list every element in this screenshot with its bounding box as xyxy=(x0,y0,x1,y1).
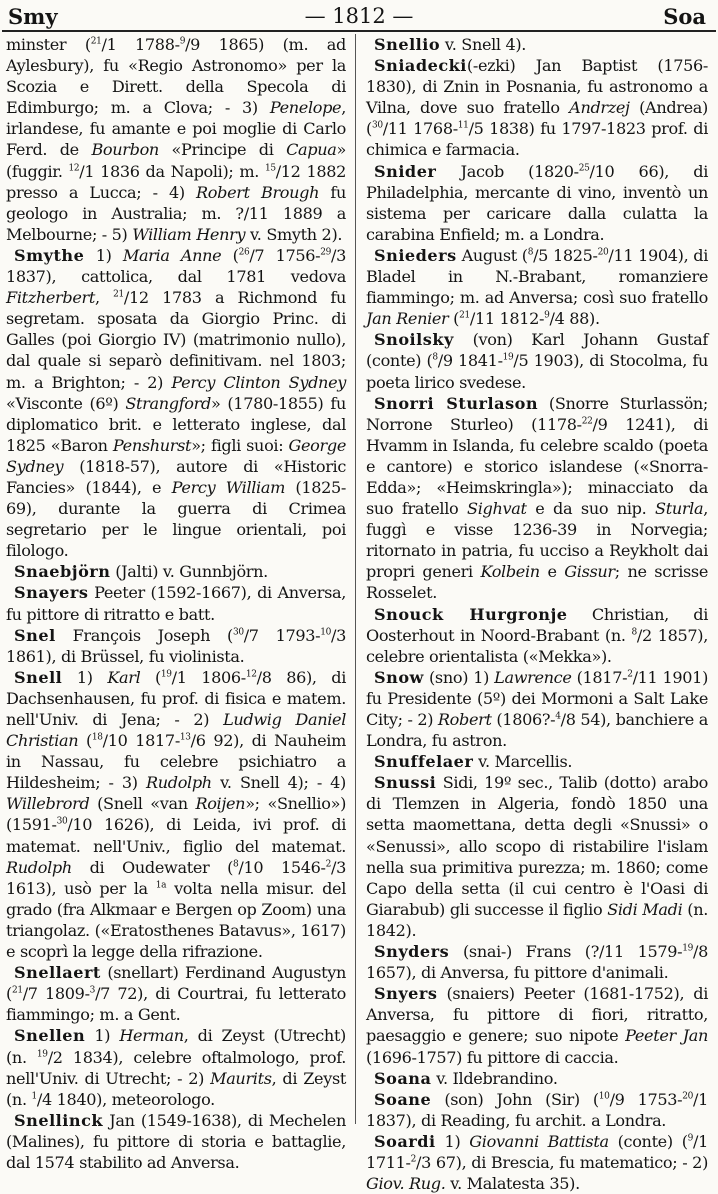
entry-text: /4 88). xyxy=(549,309,600,329)
date-fraction: 11 xyxy=(457,121,469,132)
italic-name: Capua xyxy=(286,140,337,160)
date-fraction: 19 xyxy=(36,1049,48,1060)
date-fraction: 20 xyxy=(682,1091,694,1102)
entry-text: /12 1783 a Richmond fu segretam. sposata da Giorgio Princ. di Galles (poi Giorgio IV) (matrimonio nullo), dal quale si separò definitivam. nel 1803; m. a Brighton; - 2) xyxy=(6,288,346,392)
column-divider xyxy=(355,34,356,1124)
entry-text: /7 72), di Courtrai, fu letterato fiammingo; m. a Gent. xyxy=(6,984,346,1025)
entry-text: /8 86), di Dachsenhausen, fu prof. di fisica e matem. nell'Univ. di Jena; - 2) xyxy=(6,667,347,729)
entry-text: /1 1788- xyxy=(101,35,180,54)
italic-name: Robert Brough xyxy=(196,182,320,202)
left-column xyxy=(6,34,347,1172)
italic-name: Lawrence xyxy=(494,667,572,687)
date-fraction: 8 xyxy=(233,859,239,870)
entry-text: volta nella misur. del grado (fra Alkmaar e Bergen op Zoom) una triangolaz. («Eratosthenes Batavus», 1617) e scoprì la legge della rifrazione. xyxy=(6,878,347,962)
dictionary-entry xyxy=(6,1025,346,1109)
entry-text: ( xyxy=(448,309,460,329)
entry-headword: Snoilsky xyxy=(374,330,454,350)
dictionary-entry xyxy=(6,34,346,245)
entry-headword: Snyders xyxy=(374,942,450,962)
entry-headword: Snouck Hurgronje xyxy=(374,604,568,624)
entry-headword: Snussi xyxy=(374,773,437,793)
date-fraction: 8 xyxy=(527,247,534,258)
entry-text: /2 1834), celebre oftalmologo, prof. nell'Univ. di Utrecht; - 2) xyxy=(6,1047,346,1088)
entry-text: (1818-57), autore di «Historic Fancies» (1844), e xyxy=(6,456,346,497)
entry-text: August ( xyxy=(456,245,528,265)
dictionary-entry xyxy=(6,1110,346,1173)
header-left-guideword: Smy xyxy=(8,4,58,29)
dictionary-entry xyxy=(6,625,346,667)
dictionary-entry xyxy=(366,772,708,941)
italic-name: Giovanni Battista xyxy=(469,1131,609,1151)
entry-headword: Snell xyxy=(14,667,63,687)
dictionary-entry xyxy=(366,1068,708,1089)
header-right-guideword: Soa xyxy=(663,4,706,29)
entry-text: »; «Snellio») (1591- xyxy=(6,794,346,835)
dictionary-entry xyxy=(366,55,708,160)
entry-text: /8 54), banchiere a Londra, fu astron. xyxy=(366,710,708,751)
date-fraction: 10 xyxy=(598,1091,610,1102)
date-fraction: 19 xyxy=(160,669,172,680)
date-fraction: 29 xyxy=(320,247,332,258)
date-fraction: 4 xyxy=(555,711,561,722)
date-fraction: 30 xyxy=(56,817,68,828)
entry-text: 1) xyxy=(85,1026,120,1046)
italic-name: Andrzej xyxy=(569,98,630,118)
entry-text: /11 1812- xyxy=(469,309,545,329)
entry-text: , di Zeyst (n. xyxy=(6,1068,346,1109)
entry-text: /9 1841- xyxy=(437,351,503,371)
italic-name: Peeter Jan xyxy=(625,1026,708,1046)
entry-text: (snai-) Frans (?/11 1579- xyxy=(449,942,683,962)
entry-headword: Snieders xyxy=(374,245,457,265)
italic-name: Strangford xyxy=(125,393,211,413)
entry-text: ( xyxy=(221,245,239,265)
entry-text: /11 1904), di Bladel in N.-Brabant, romanziere fiammingo; m. ad Anversa; così suo fratello xyxy=(366,245,709,308)
entry-headword: Soane xyxy=(374,1089,432,1109)
entry-text: /10 1546- xyxy=(238,857,326,877)
date-fraction: 2 xyxy=(627,669,633,680)
entry-text: , di Zeyst (Utrecht) (n. xyxy=(6,1026,346,1067)
entry-headword: Snellaert xyxy=(14,963,101,983)
entry-text: (von) Karl Johann Gustaf (conte) ( xyxy=(366,330,708,371)
entry-text: v. Marcellis. xyxy=(473,752,573,772)
dictionary-entry xyxy=(366,751,708,772)
dictionary-entry xyxy=(366,393,708,604)
entry-headword: Snider xyxy=(374,161,437,181)
entry-text: ( xyxy=(78,731,92,751)
entry-text: Jan (1549-1638), di Mechelen (Malines), fu pittore di storia e battaglie, dal 1574 stabilito ad Anversa. xyxy=(6,1110,346,1172)
entry-text: /8 1657), di Anversa, fu pittore d'animali. xyxy=(366,942,708,983)
entry-headword: Snow xyxy=(374,667,424,687)
entry-text: fu geologo in Australia; m. ?/11 1889 a Melbourne; - 5) xyxy=(6,182,346,244)
date-fraction: 30 xyxy=(232,627,244,638)
italic-name: Percy Clinton Sydney xyxy=(171,372,346,392)
date-fraction: 26 xyxy=(238,247,250,258)
entry-text: /11 1768- xyxy=(382,119,458,139)
date-fraction: 9 xyxy=(544,310,550,321)
date-fraction: 18 xyxy=(91,732,103,743)
entry-text: minster ( xyxy=(6,35,91,54)
date-fraction: 1 xyxy=(31,1091,37,1102)
date-fraction: 10 xyxy=(320,627,332,638)
entry-headword: Snaebjörn xyxy=(14,562,111,582)
entry-text: v. Malatesta 35). xyxy=(445,1174,580,1194)
entry-headword: Snellen xyxy=(14,1026,86,1046)
entry-text: v. Ildebrandino. xyxy=(431,1068,558,1088)
italic-name: Robert xyxy=(437,710,492,729)
date-fraction: 1a xyxy=(155,880,167,891)
entry-text: /4 1840), meteorologo. xyxy=(36,1089,215,1109)
header-rule xyxy=(2,30,716,32)
entry-headword: Smythe xyxy=(14,245,85,265)
entry-text: (1696-1757) fu pittore di caccia. xyxy=(366,1047,619,1067)
entry-headword: Snel xyxy=(14,625,56,645)
dictionary-entry xyxy=(366,667,708,751)
italic-name: Ludwig Daniel Christian xyxy=(6,710,347,751)
date-fraction: 15 xyxy=(264,163,276,174)
italic-name: Sturla xyxy=(655,499,704,519)
date-fraction: 19 xyxy=(682,943,694,954)
entry-text: e da suo nip. xyxy=(526,499,656,519)
entry-text: , xyxy=(94,288,114,308)
entry-headword: Snyers xyxy=(374,984,438,1004)
entry-text: 1) xyxy=(435,1131,470,1151)
date-fraction: 9 xyxy=(687,1133,694,1144)
entry-text: /1 1711- xyxy=(366,1131,708,1172)
entry-text: di Oudewater ( xyxy=(71,857,234,877)
entry-text: Peeter (1592-1667), di Anversa, fu pittore di ritratto e batt. xyxy=(6,583,346,624)
page-number: — 1812 — xyxy=(304,4,414,28)
entry-text: /1 1837), di Reading, fu archit. a Londra. xyxy=(366,1089,708,1130)
entry-text: v. Snell 4). xyxy=(440,35,527,54)
entry-text: /7 1756- xyxy=(249,245,321,265)
entry-text: /10 1626), di Leida, ivi prof. di matemat. nell'Univ., figlio del matemat. xyxy=(6,815,346,856)
italic-name: William Henry xyxy=(132,224,246,244)
entry-text: (son) John (Sir) ( xyxy=(431,1089,599,1109)
entry-headword: Soardi xyxy=(374,1131,436,1151)
entry-text: /3 67), di Brescia, fu matematico; - 2) xyxy=(416,1152,708,1172)
dictionary-entry xyxy=(366,161,708,245)
entry-headword: Sniadecki xyxy=(374,56,467,76)
date-fraction: 8 xyxy=(432,353,438,364)
date-fraction: 22 xyxy=(581,416,593,427)
entry-headword: Snorri Sturlason xyxy=(374,393,539,413)
entry-headword: Snayers xyxy=(14,583,89,603)
entry-text: /6 92), di Nauheim in Nassau, fu celebre psichiatro a Hildesheim; - 3) xyxy=(6,731,346,793)
entry-headword: Soana xyxy=(374,1068,432,1088)
entry-text: (-ezki) Jan Baptist (1756-1830), di Znin in Posnania, fu astronomo a Vilna, dove suo fratello xyxy=(366,56,708,118)
entry-text: (1825-69), durante la guerra di Crimea segretario per le lingue orientali, poi filologo. xyxy=(6,477,346,561)
dictionary-entry xyxy=(6,245,346,561)
entry-text: /1 1836 da Napoli); m. xyxy=(79,161,265,181)
entry-text: /12 1882 presso a Lucca; - 4) xyxy=(6,161,346,202)
italic-name: Willebrord xyxy=(6,794,90,814)
entry-text: «Visconte (6º) xyxy=(6,393,126,413)
date-fraction: 3 xyxy=(89,985,96,996)
entry-text: (sno) 1) xyxy=(423,667,495,687)
date-fraction: 13 xyxy=(179,732,191,743)
italic-name: George Sydney xyxy=(6,435,346,476)
entry-text: François Joseph ( xyxy=(55,625,233,645)
italic-name: Gissur xyxy=(564,562,615,582)
entry-text: (1806?- xyxy=(491,710,556,729)
entry-text: /9 1865) (m. ad Aylesbury), fu «Regio Astronomo» per la Scozia e Dirett. della Specola di Edimburgo; m. a Clova; - 3) xyxy=(6,35,346,118)
right-column xyxy=(366,34,709,1194)
entry-text: Jacob (1820- xyxy=(436,161,579,181)
italic-name: Bourbon xyxy=(91,140,159,160)
entry-text: 1) xyxy=(62,667,108,687)
italic-name: Penelope xyxy=(269,98,342,118)
date-fraction: 2 xyxy=(410,1154,417,1165)
date-fraction: 12 xyxy=(68,163,80,174)
entry-text: (conte) ( xyxy=(608,1131,688,1151)
entry-text: (1817- xyxy=(571,667,628,687)
italic-name: Percy William xyxy=(171,477,285,497)
entry-text: v. Smyth 2). xyxy=(245,224,343,244)
dictionary-entry xyxy=(6,561,346,582)
entry-text: /7 1809- xyxy=(22,984,90,1004)
entry-text: (snellart) Ferdinand Augustyn ( xyxy=(6,963,346,1004)
dictionary-entry xyxy=(366,245,708,329)
entry-text: »; figli suoi: xyxy=(191,435,289,455)
entry-text: (n. 1842). xyxy=(366,899,708,940)
entry-text: /10 1817- xyxy=(102,731,180,751)
dictionary-entry xyxy=(366,329,708,392)
italic-name: Sidi Madi xyxy=(607,899,683,919)
date-fraction: 8 xyxy=(631,627,637,638)
entry-text: » (1780-1855) fu diplomatico brit. e letterato inglese, dal 1825 «Baron xyxy=(6,393,346,455)
dictionary-entry xyxy=(6,667,346,962)
date-fraction: 21 xyxy=(90,36,102,47)
entry-text: /10 66), di Philadelphia, mercante di vino, inventò un sistema per caricare dalla culatta la carabina Enfield; m. a Londra. xyxy=(366,161,708,244)
italic-name: Giov. Rug. xyxy=(366,1174,446,1194)
entry-text: /5 1838) fu 1797-1823 prof. di chimica e farmacia. xyxy=(366,119,708,160)
entry-headword: Snellio xyxy=(374,35,441,54)
entry-text: (snaiers) Peeter (1681-1752), di Anversa, fu pittore di fiori, ritratto, paesaggio e genere; suo nipote xyxy=(366,984,708,1046)
italic-name: Maria Anne xyxy=(122,245,222,265)
italic-name: Penshurst xyxy=(112,435,192,455)
date-fraction: 21 xyxy=(459,310,470,321)
italic-name: Sighvat xyxy=(467,499,527,519)
italic-name: Rudolph xyxy=(6,857,72,877)
date-fraction: 25 xyxy=(578,163,590,174)
date-fraction: 12 xyxy=(245,669,257,680)
date-fraction: 19 xyxy=(502,353,514,364)
entry-text: e xyxy=(539,562,565,582)
entry-text: «Principe di xyxy=(158,140,287,160)
italic-name: Kolbein xyxy=(480,562,540,582)
dictionary-entry xyxy=(366,604,708,667)
entry-text: /11 1901) fu Presidente (5º) dei Mormoni a Salt Lake City; - 2) xyxy=(366,667,708,729)
date-fraction: 30 xyxy=(371,121,383,132)
entry-text: ( xyxy=(140,667,161,687)
entry-text: /7 1793- xyxy=(243,625,321,645)
entry-text: , irlandese, fu amante e poi moglie di Carlo Ferd. de xyxy=(6,98,346,160)
entry-text: /1 1806- xyxy=(171,667,246,687)
dictionary-entry xyxy=(366,941,708,983)
italic-name: Herman xyxy=(119,1026,184,1046)
date-fraction: 20 xyxy=(597,247,609,258)
entry-text: Christian, di Oosterhout in Noord-Brabant (n. xyxy=(366,604,709,645)
entry-text: Sidi, 19º sec., Talib (dotto) arabo di Tlemzen in Algeria, fondò 1850 una setta maomettana, detta degli «Snussi» o «Senussi», allo scopo di ristabilire l'islam nella sua primitiva purezza; m. 1860; come Capo della setta (il cui centro è l'Oasi di Giarabub) gli successe il figlio xyxy=(366,773,708,919)
entry-text: » (fuggir. xyxy=(6,140,346,181)
date-fraction: 9 xyxy=(179,36,186,47)
italic-name: Rudolph xyxy=(145,773,212,793)
dictionary-entry xyxy=(6,582,346,624)
entry-text: (Snell «van xyxy=(89,794,196,814)
entry-text: /9 1753- xyxy=(609,1089,683,1109)
entry-headword: Snuffelaer xyxy=(374,752,474,772)
entry-text: /3 1613), usò per la xyxy=(6,857,346,898)
dictionary-entry xyxy=(366,1131,708,1194)
dictionary-entry xyxy=(366,983,708,1067)
date-fraction: 21 xyxy=(113,289,124,300)
entry-text: v. Snell 4); - 4) xyxy=(211,773,346,793)
date-fraction: 2 xyxy=(325,859,332,870)
entry-text: /3 1861), di Brüssel, fu violinista. xyxy=(6,625,346,666)
italic-name: Karl xyxy=(107,667,141,687)
entry-text: /2 1857), celebre orientalista («Mekka»). xyxy=(366,625,708,666)
italic-name: Maurits xyxy=(210,1068,272,1088)
entry-text: /5 1825- xyxy=(533,245,598,265)
entry-text: 1) xyxy=(84,245,123,265)
italic-name: Jan Renier xyxy=(366,309,449,329)
date-fraction: 21 xyxy=(11,985,23,996)
italic-name: Fitzherbert xyxy=(6,288,95,308)
entry-text: /9 1241), di Hvamm in Islanda, fu celebre scaldo (poeta e cantore) e storico islandese («Snorra-Edda»; «Heimskringla»); minacciato da suo fratello xyxy=(366,414,708,519)
entry-text: (Andrea) ( xyxy=(366,98,708,139)
italic-name: Roijen xyxy=(195,794,246,814)
dictionary-entry xyxy=(366,34,708,55)
dictionary-entry xyxy=(366,1089,708,1131)
entry-headword: Snellinck xyxy=(14,1110,104,1130)
entry-text: /5 1903), di Stocolma, fu poeta lirico svedese. xyxy=(366,351,708,392)
entry-text: (Snorre Sturlassön; Norrone Sturleo) (1178- xyxy=(366,393,708,434)
entry-text: (Jalti) v. Gunnbjörn. xyxy=(110,562,268,582)
page-header xyxy=(0,0,718,30)
dictionary-entry xyxy=(6,962,346,1025)
entry-text: ; ne scrisse Rosselet. xyxy=(366,562,708,603)
entry-text: , fuggì e visse 1236-39 in Norvegia; ritornato in patria, fu ucciso a Reykholt dai propri generi xyxy=(366,499,709,582)
entry-text: /3 1837), cattolica, dal 1781 vedova xyxy=(6,245,346,287)
